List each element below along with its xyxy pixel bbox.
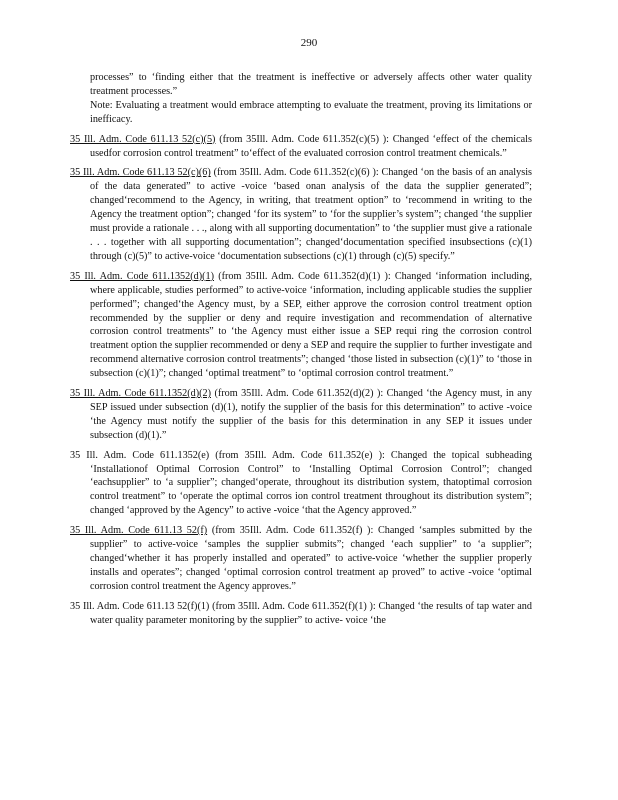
amendment-entry — [70, 270, 532, 381]
code-citation: 35 Ill. Adm. Code 611.13 52(c)(6) — [70, 167, 211, 179]
amendment-text: (from 35Ill. Adm. Code 611.352(f) ): Changed ‘samples submitted by the supplier” to active-voice ‘samples the supplier submits”; changed ‘each supplier” to ‘a supplier”; changed‘whether it has properly installed and operated” to active-voice ‘whether the supplier properly installs and operates”; changed ‘optimal corrosion control treatment ap proved” to active -voice ‘optimal corrosion control treatment the Agency approves.” — [90, 525, 532, 592]
amendment-entry — [70, 387, 532, 443]
paragraph-text: processes” to ‘finding either that the treatment is ineffective or adversely affects other water quality treatment processes.” — [90, 72, 532, 97]
amendment-entry — [70, 524, 532, 594]
code-citation: 35 Ill. Adm. Code 611.1352(d)(2) — [70, 388, 211, 400]
amendment-text: (from 35Ill. Adm. Code 611.352(f)(1) ): Changed ‘the results of tap water and water quality parameter monitoring by the supplier” to active- voice ‘the — [90, 600, 532, 626]
amendment-entry — [70, 449, 532, 519]
amendment-entry — [70, 133, 532, 161]
amendment-text: (from 35Ill. Adm. Code 611.352(c)(6) ): Changed ‘on the basis of an analysis of the data generated” to active -voice ‘based onan analysis of the data the supplier generated”; changed‘recommend to the Agency, in writing, that treatment option” to ‘recommend in writing to the Agency the treatment option”; changed ‘for its system” to ‘for the supplier’s system”; changed ‘the supplier must provide a rationale . . ., along with all supporting documentation” to ‘the supplier must give a rationale . . . together with all supporting documentation”; changed‘documentation specified insubsections (c)(1) through (c)(5)” to active-voice ‘documentation subsections (c)(1) through (c)(5) specify.” — [90, 167, 532, 262]
code-citation: 35 Ill. Adm. Code 611.13 52(c)(5) — [70, 133, 216, 145]
code-citation: 35 Ill. Adm. Code 611.13 52(f) — [70, 525, 208, 537]
continued-paragraph — [70, 71, 532, 127]
page-number: 290 — [300, 37, 318, 49]
amendment-entry — [70, 166, 532, 263]
amendment-text: (from 35Ill. Adm. Code 611.352(d)(2) ): Changed ‘the Agency must, in any SEP issued under subsection (d)(1), notify the supplier of the basis for this determination” to active -voice ‘the Agency must notify the supplier of the basis for this determination in any SEP it issues under subsection (d)(1).” — [90, 388, 532, 441]
amendment-text: (from 35Ill. Adm. Code 611.352(d)(1) ): Changed ‘information including, where applicable, studies performed” to active-voice ‘information, including applicable studies the supplier performed”; changed‘the Agency must, by a SEP, either approve the corrosion control treatment option recommended by the supplier or deny and require investigation and recommendation of alternative corrosion control treatments” to ‘the Agency must either issue a SEP requi ring the corrosion control treatment option the supplier recommended or deny a SEP and require the supplier to further investigate and recommend alternative corrosion control treatments”; changed ‘those listed in subsection (c)(1)” to ‘those in subsection (c)(1)”; changed ‘optimal treatment” to ‘optimal corrosion control treatment.” — [90, 270, 532, 380]
note-text: Note: Evaluating a treatment would embrace attempting to evaluate the treatment, proving its limitations or inefficacy. — [90, 99, 532, 125]
amendment-text: (from 35Ill. Adm. Code 611.352(e) ): Changed the topical subheading ‘Installationof Optimal Corrosion Control” to ‘Installing Optimal Corrosion Control”; changed ‘eachsupplier” to ‘a supplier”; changed‘operate, throughout its distribution system, thatoptimal corrosion control treatment” to ‘operate the optimal corros ion control treatment throughout its distribution system”; changed ‘approved by the Agency” to active -voice ‘that the Agency approved.” — [90, 449, 532, 517]
code-citation: 35 Ill. Adm. Code 611.1352(d)(1) — [70, 270, 214, 282]
amendment-text: (from 35Ill. Adm. Code 611.352(c)(5) ): Changed ‘effect of the chemicals usedfor corrosion control treatment” to‘effect of the evaluated corrosion control treatment chemicals.” — [90, 133, 532, 159]
code-citation: 35 Ill. Adm. Code 611.1352(e) — [70, 449, 210, 461]
amendment-entry — [70, 600, 532, 628]
code-citation: 35 Ill. Adm. Code 611.13 52(f)(1) — [70, 600, 210, 612]
page-body — [70, 71, 532, 634]
